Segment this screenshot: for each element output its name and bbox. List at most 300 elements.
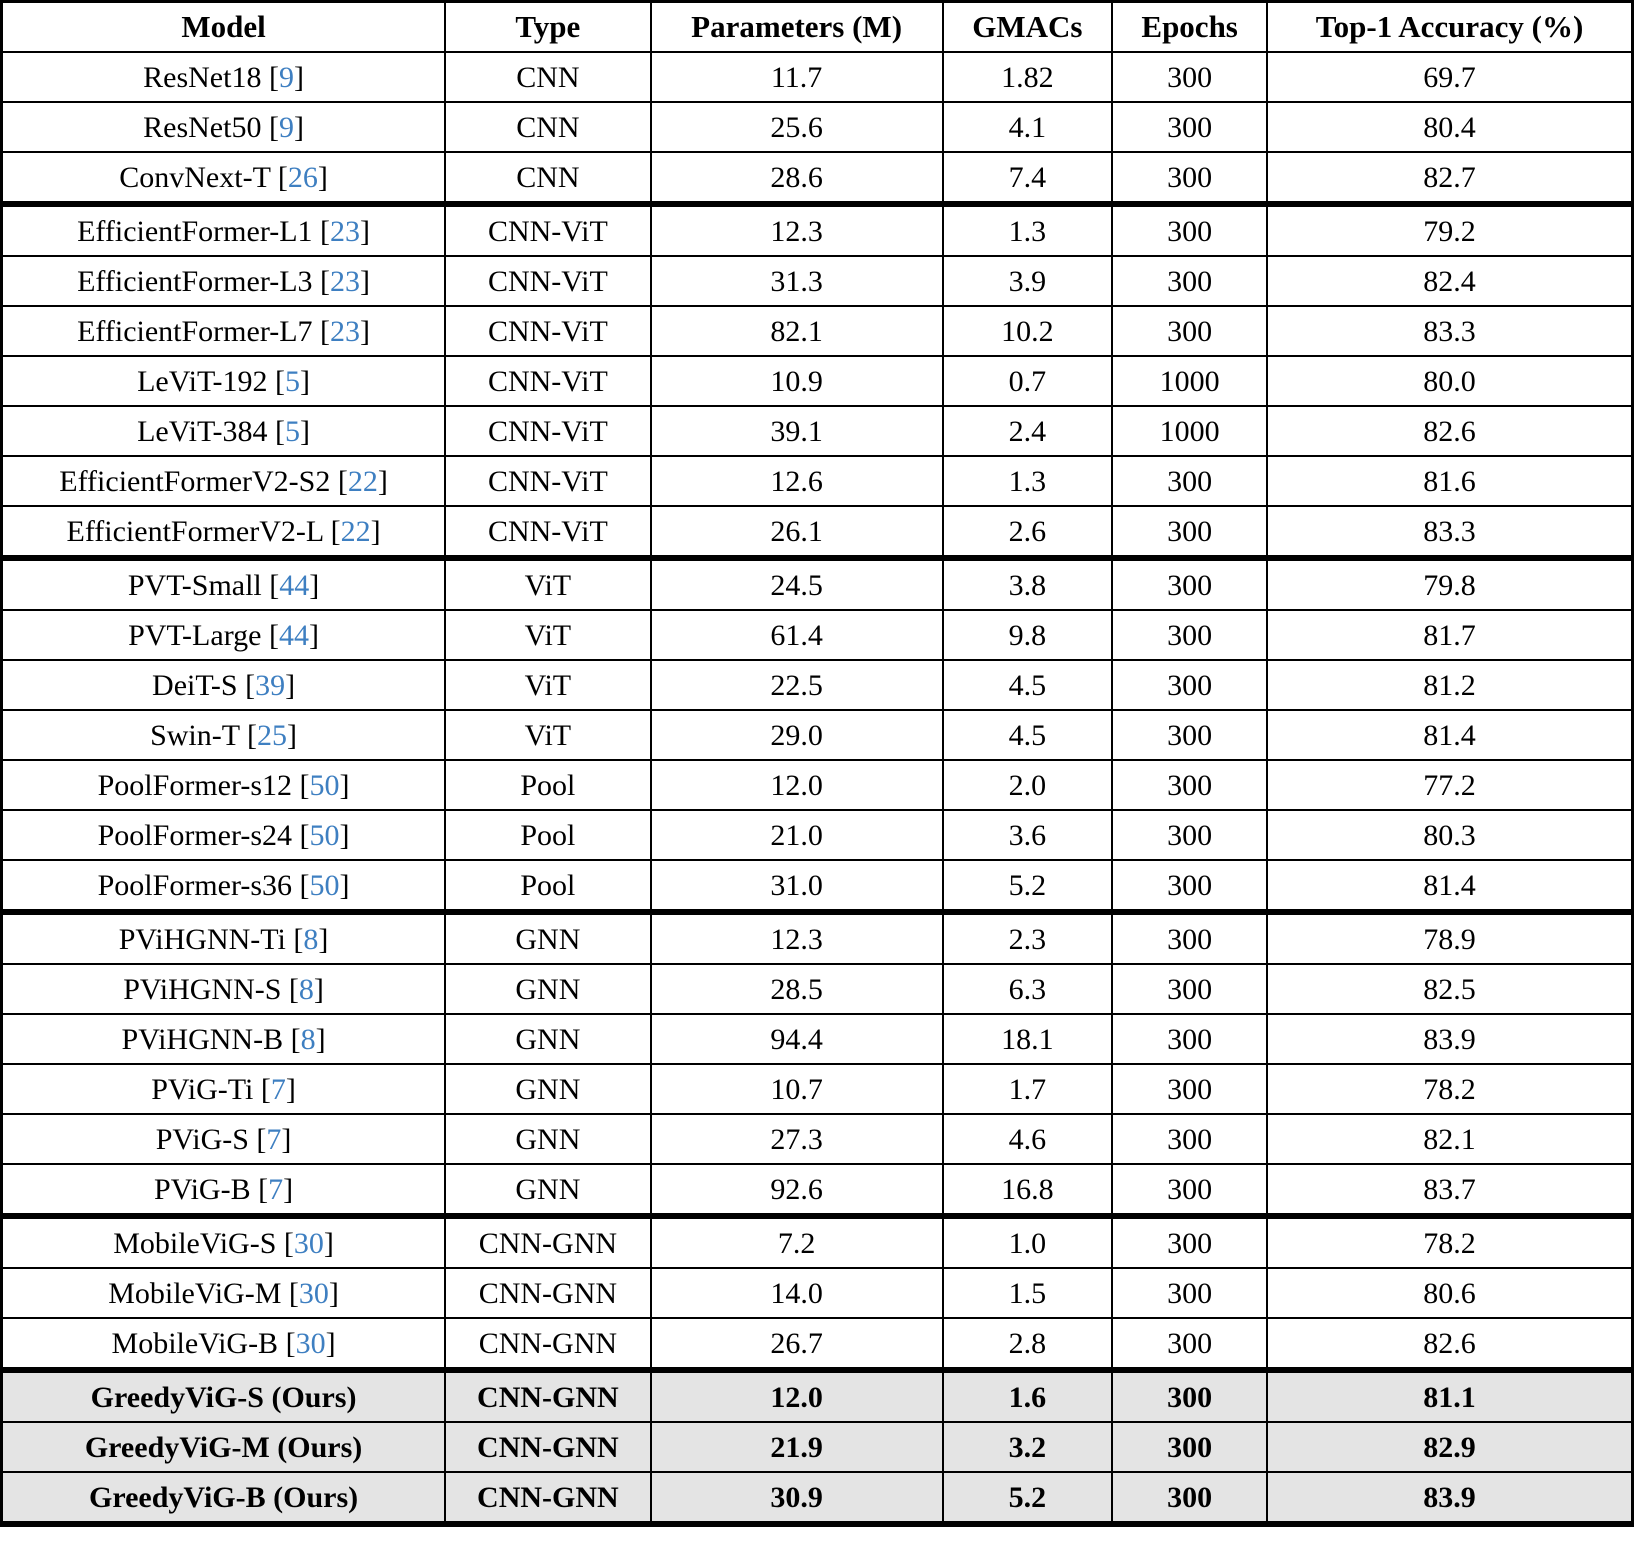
model-cell	[2, 1014, 446, 1064]
top1-accuracy-cell: 82.7	[1267, 152, 1632, 204]
table-row	[2, 1064, 1633, 1114]
type-cell: CNN-ViT	[445, 256, 651, 306]
citation-link[interactable]: 25	[257, 718, 288, 752]
epochs-cell: 300	[1112, 1164, 1267, 1216]
column-header: Type	[445, 2, 651, 53]
epochs-cell: 300	[1112, 1216, 1267, 1268]
top1-accuracy-cell: 81.6	[1267, 456, 1632, 506]
epochs-cell: 1000	[1112, 406, 1267, 456]
citation-link[interactable]: 44	[279, 568, 310, 602]
top1-accuracy-cell: 81.4	[1267, 860, 1632, 912]
model-name: PViG-Ti	[151, 1072, 254, 1106]
table-row	[2, 306, 1633, 356]
column-header: Parameters (M)	[651, 2, 943, 53]
gmacs-cell: 9.8	[943, 610, 1113, 660]
type-cell: ViT	[445, 558, 651, 610]
model-name: ConvNext-T	[119, 160, 271, 194]
params-cell: 21.9	[651, 1422, 943, 1472]
top1-accuracy-cell: 78.2	[1267, 1064, 1632, 1114]
params-cell: 12.3	[651, 912, 943, 964]
citation-link[interactable]: 9	[278, 110, 294, 144]
epochs-cell: 300	[1112, 1064, 1267, 1114]
table-row	[2, 1164, 1633, 1216]
citation-link[interactable]: 39	[255, 668, 286, 702]
epochs-cell: 300	[1112, 610, 1267, 660]
gmacs-cell: 5.2	[943, 1472, 1113, 1524]
table-body	[2, 52, 1633, 1524]
top1-accuracy-cell: 82.6	[1267, 1318, 1632, 1370]
gmacs-cell: 2.0	[943, 760, 1113, 810]
epochs-cell: 300	[1112, 456, 1267, 506]
model-name: PoolFormer-s24	[97, 818, 293, 852]
citation-link[interactable]: 5	[285, 364, 301, 398]
type-cell: CNN-ViT	[445, 406, 651, 456]
epochs-cell: 300	[1112, 1370, 1267, 1422]
model-name: GreedyViG-M (Ours)	[84, 1430, 363, 1464]
params-cell: 12.3	[651, 204, 943, 256]
type-cell: CNN-ViT	[445, 306, 651, 356]
epochs-cell: 300	[1112, 306, 1267, 356]
type-cell: Pool	[445, 760, 651, 810]
type-cell: CNN-ViT	[445, 356, 651, 406]
epochs-cell: 300	[1112, 1318, 1267, 1370]
model-cell	[2, 860, 446, 912]
params-cell: 11.7	[651, 52, 943, 102]
table-row	[2, 456, 1633, 506]
type-cell: CNN-ViT	[445, 456, 651, 506]
gmacs-cell: 3.2	[943, 1422, 1113, 1472]
top1-accuracy-cell: 81.2	[1267, 660, 1632, 710]
table-row	[2, 356, 1633, 406]
gmacs-cell: 7.4	[943, 152, 1113, 204]
params-cell: 26.1	[651, 506, 943, 558]
citation-link[interactable]: 30	[293, 1226, 324, 1260]
citation-link[interactable]: 22	[340, 514, 371, 548]
citation-bracket-open: [	[256, 1122, 267, 1156]
params-cell: 82.1	[651, 306, 943, 356]
type-cell: Pool	[445, 860, 651, 912]
model-name: MobileViG-B	[111, 1326, 279, 1360]
gmacs-cell: 16.8	[943, 1164, 1113, 1216]
top1-accuracy-cell: 69.7	[1267, 52, 1632, 102]
table-row	[2, 1216, 1633, 1268]
epochs-cell: 300	[1112, 1268, 1267, 1318]
citation-bracket-open: [	[299, 768, 310, 802]
citation-bracket-open: [	[269, 568, 280, 602]
model-cell	[2, 1422, 446, 1472]
type-cell: ViT	[445, 660, 651, 710]
params-cell: 94.4	[651, 1014, 943, 1064]
citation-link[interactable]: 26	[287, 160, 318, 194]
model-name: PVT-Small	[127, 568, 262, 602]
citation-link[interactable]: 50	[309, 818, 340, 852]
model-name: EfficientFormerV2-L	[66, 514, 324, 548]
epochs-cell: 300	[1112, 964, 1267, 1014]
table-row	[2, 256, 1633, 306]
model-cell	[2, 1216, 446, 1268]
citation-bracket-close: ]	[317, 160, 328, 194]
gmacs-cell: 2.4	[943, 406, 1113, 456]
epochs-cell: 300	[1112, 1422, 1267, 1472]
citation-bracket-open: [	[275, 414, 286, 448]
epochs-cell: 300	[1112, 660, 1267, 710]
citation-bracket-open: [	[320, 214, 331, 248]
table-row	[2, 860, 1633, 912]
type-cell: CNN-GNN	[445, 1216, 651, 1268]
epochs-cell: 300	[1112, 256, 1267, 306]
citation-link[interactable]: 50	[309, 768, 340, 802]
gmacs-cell: 5.2	[943, 860, 1113, 912]
gmacs-cell: 1.3	[943, 456, 1113, 506]
citation-bracket-open: [	[277, 160, 288, 194]
gmacs-cell: 1.82	[943, 52, 1113, 102]
table-row	[2, 52, 1633, 102]
gmacs-cell: 2.6	[943, 506, 1113, 558]
top1-accuracy-cell: 77.2	[1267, 760, 1632, 810]
model-name: EfficientFormer-L7	[77, 314, 313, 348]
citation-bracket-close: ]	[281, 1122, 292, 1156]
citation-bracket-close: ]	[339, 768, 350, 802]
table-row	[2, 1114, 1633, 1164]
top1-accuracy-cell: 78.9	[1267, 912, 1632, 964]
params-cell: 39.1	[651, 406, 943, 456]
params-cell: 25.6	[651, 102, 943, 152]
params-cell: 24.5	[651, 558, 943, 610]
gmacs-cell: 1.3	[943, 204, 1113, 256]
citation-bracket-open: [	[320, 264, 331, 298]
citation-link[interactable]: 23	[330, 214, 361, 248]
gmacs-cell: 1.5	[943, 1268, 1113, 1318]
top1-accuracy-cell: 80.6	[1267, 1268, 1632, 1318]
model-name: MobileViG-S	[113, 1226, 277, 1260]
model-name: Swin-T	[150, 718, 240, 752]
top1-accuracy-cell: 83.9	[1267, 1014, 1632, 1064]
citation-bracket-open: [	[268, 60, 279, 94]
model-cell	[2, 406, 446, 456]
type-cell: CNN-GNN	[445, 1422, 651, 1472]
type-cell: CNN-GNN	[445, 1268, 651, 1318]
type-cell: ViT	[445, 610, 651, 660]
top1-accuracy-cell: 81.7	[1267, 610, 1632, 660]
citation-link[interactable]: 7	[268, 1172, 284, 1206]
citation-link[interactable]: 50	[309, 868, 340, 902]
citation-bracket-open: [	[299, 868, 310, 902]
gmacs-cell: 4.5	[943, 660, 1113, 710]
epochs-cell: 300	[1112, 558, 1267, 610]
params-cell: 10.7	[651, 1064, 943, 1114]
type-cell: GNN	[445, 1064, 651, 1114]
model-cell	[2, 102, 446, 152]
citation-bracket-close: ]	[285, 668, 296, 702]
gmacs-cell: 1.0	[943, 1216, 1113, 1268]
model-name: LeViT-384	[137, 414, 268, 448]
params-cell: 14.0	[651, 1268, 943, 1318]
type-cell: CNN	[445, 52, 651, 102]
citation-bracket-close: ]	[283, 1172, 294, 1206]
model-name: PViHGNN-S	[123, 972, 282, 1006]
type-cell: CNN-ViT	[445, 204, 651, 256]
table-row	[2, 610, 1633, 660]
citation-bracket-close: ]	[293, 60, 304, 94]
citation-bracket-open: [	[275, 364, 286, 398]
top1-accuracy-cell: 80.4	[1267, 102, 1632, 152]
epochs-cell: 300	[1112, 860, 1267, 912]
params-cell: 10.9	[651, 356, 943, 406]
params-cell: 31.0	[651, 860, 943, 912]
citation-bracket-open: [	[245, 668, 256, 702]
citation-bracket-close: ]	[360, 314, 371, 348]
gmacs-cell: 1.7	[943, 1064, 1113, 1114]
top1-accuracy-cell: 82.1	[1267, 1114, 1632, 1164]
params-cell: 7.2	[651, 1216, 943, 1268]
top1-accuracy-cell: 80.0	[1267, 356, 1632, 406]
epochs-cell: 300	[1112, 1014, 1267, 1064]
model-name: PoolFormer-s12	[97, 768, 293, 802]
citation-bracket-close: ]	[300, 364, 311, 398]
citation-bracket-close: ]	[377, 464, 388, 498]
citation-bracket-open: [	[258, 1172, 269, 1206]
type-cell: ViT	[445, 710, 651, 760]
table-row	[2, 506, 1633, 558]
model-cell	[2, 810, 446, 860]
params-cell: 28.6	[651, 152, 943, 204]
model-cell	[2, 306, 446, 356]
epochs-cell: 300	[1112, 760, 1267, 810]
model-cell	[2, 1268, 446, 1318]
model-cell	[2, 1370, 446, 1422]
table-row	[2, 102, 1633, 152]
citation-link[interactable]: 5	[285, 414, 301, 448]
epochs-cell: 300	[1112, 710, 1267, 760]
citation-bracket-close: ]	[328, 1276, 339, 1310]
gmacs-cell: 0.7	[943, 356, 1113, 406]
params-cell: 28.5	[651, 964, 943, 1014]
params-cell: 12.0	[651, 760, 943, 810]
gmacs-cell: 10.2	[943, 306, 1113, 356]
gmacs-cell: 2.3	[943, 912, 1113, 964]
top1-accuracy-cell: 79.8	[1267, 558, 1632, 610]
citation-bracket-open: [	[337, 464, 348, 498]
citation-link[interactable]: 7	[266, 1122, 282, 1156]
top1-accuracy-cell: 79.2	[1267, 204, 1632, 256]
model-cell	[2, 256, 446, 306]
model-cell	[2, 710, 446, 760]
type-cell: CNN	[445, 152, 651, 204]
table-row	[2, 1268, 1633, 1318]
gmacs-cell: 4.1	[943, 102, 1113, 152]
citation-bracket-close: ]	[318, 922, 329, 956]
params-cell: 26.7	[651, 1318, 943, 1370]
params-cell: 61.4	[651, 610, 943, 660]
table-row	[2, 204, 1633, 256]
gmacs-cell: 1.6	[943, 1370, 1113, 1422]
epochs-cell: 300	[1112, 52, 1267, 102]
type-cell: GNN	[445, 912, 651, 964]
type-cell: GNN	[445, 964, 651, 1014]
model-cell	[2, 1164, 446, 1216]
citation-bracket-close: ]	[308, 618, 319, 652]
params-cell: 92.6	[651, 1164, 943, 1216]
table-row	[2, 1472, 1633, 1524]
gmacs-cell: 2.8	[943, 1318, 1113, 1370]
epochs-cell: 300	[1112, 204, 1267, 256]
top1-accuracy-cell: 83.3	[1267, 306, 1632, 356]
params-cell: 30.9	[651, 1472, 943, 1524]
citation-bracket-close: ]	[293, 110, 304, 144]
citation-bracket-open: [	[247, 718, 258, 752]
model-cell	[2, 1114, 446, 1164]
citation-bracket-open: [	[320, 314, 331, 348]
table-row	[2, 1370, 1633, 1422]
gmacs-cell: 4.5	[943, 710, 1113, 760]
header-row	[2, 2, 1633, 53]
citation-bracket-open: [	[268, 110, 279, 144]
model-cell	[2, 204, 446, 256]
citation-link[interactable]: 30	[295, 1326, 326, 1360]
model-cell	[2, 610, 446, 660]
model-name: DeiT-S	[152, 668, 238, 702]
type-cell: CNN-ViT	[445, 506, 651, 558]
citation-bracket-close: ]	[313, 972, 324, 1006]
table-row	[2, 912, 1633, 964]
model-cell	[2, 152, 446, 204]
table-row	[2, 1422, 1633, 1472]
model-name: LeViT-192	[137, 364, 268, 398]
epochs-cell: 300	[1112, 506, 1267, 558]
model-cell	[2, 1064, 446, 1114]
model-name: PViHGNN-B	[121, 1022, 284, 1056]
top1-accuracy-cell: 82.9	[1267, 1422, 1632, 1472]
model-name: ResNet50	[143, 110, 262, 144]
top1-accuracy-cell: 82.4	[1267, 256, 1632, 306]
citation-link[interactable]: 23	[330, 264, 361, 298]
citation-link[interactable]: 8	[300, 1022, 316, 1056]
citation-bracket-open: [	[285, 1326, 296, 1360]
model-cell	[2, 356, 446, 406]
column-header: Epochs	[1112, 2, 1267, 53]
table-row	[2, 710, 1633, 760]
params-cell: 31.3	[651, 256, 943, 306]
model-name: EfficientFormer-L3	[77, 264, 313, 298]
epochs-cell: 300	[1112, 152, 1267, 204]
citation-bracket-open: [	[330, 514, 341, 548]
model-name: GreedyViG-S (Ours)	[90, 1380, 357, 1414]
top1-accuracy-cell: 81.1	[1267, 1370, 1632, 1422]
epochs-cell: 300	[1112, 810, 1267, 860]
table-row	[2, 152, 1633, 204]
params-cell: 12.0	[651, 1370, 943, 1422]
citation-bracket-close: ]	[339, 868, 350, 902]
table-row	[2, 760, 1633, 810]
gmacs-cell: 3.8	[943, 558, 1113, 610]
top1-accuracy-cell: 82.5	[1267, 964, 1632, 1014]
epochs-cell: 1000	[1112, 356, 1267, 406]
model-cell	[2, 52, 446, 102]
citation-link[interactable]: 9	[278, 60, 294, 94]
citation-bracket-open: [	[293, 922, 304, 956]
model-name: ResNet18	[143, 60, 262, 94]
model-name: PViHGNN-Ti	[118, 922, 286, 956]
citation-bracket-close: ]	[300, 414, 311, 448]
model-cell	[2, 964, 446, 1014]
citation-bracket-open: [	[260, 1072, 271, 1106]
table-row	[2, 660, 1633, 710]
gmacs-cell: 3.6	[943, 810, 1113, 860]
citation-link[interactable]: 8	[303, 922, 319, 956]
model-cell	[2, 660, 446, 710]
top1-accuracy-cell: 81.4	[1267, 710, 1632, 760]
model-cell	[2, 760, 446, 810]
type-cell: CNN-GNN	[445, 1370, 651, 1422]
type-cell: GNN	[445, 1164, 651, 1216]
column-header: Top-1 Accuracy (%)	[1267, 2, 1632, 53]
citation-bracket-close: ]	[360, 214, 371, 248]
table-row	[2, 558, 1633, 610]
citation-link[interactable]: 8	[298, 972, 314, 1006]
citation-bracket-close: ]	[315, 1022, 326, 1056]
epochs-cell: 300	[1112, 1472, 1267, 1524]
model-name: EfficientFormerV2-S2	[59, 464, 331, 498]
citation-bracket-close: ]	[309, 568, 320, 602]
model-name: MobileViG-M	[108, 1276, 282, 1310]
table-row	[2, 1318, 1633, 1370]
citation-bracket-close: ]	[370, 514, 381, 548]
gmacs-cell: 6.3	[943, 964, 1113, 1014]
type-cell: GNN	[445, 1114, 651, 1164]
top1-accuracy-cell: 80.3	[1267, 810, 1632, 860]
citation-link[interactable]: 30	[298, 1276, 329, 1310]
model-cell	[2, 912, 446, 964]
model-cell	[2, 1318, 446, 1370]
model-cell	[2, 456, 446, 506]
gmacs-cell: 3.9	[943, 256, 1113, 306]
citation-bracket-open: [	[283, 1226, 294, 1260]
model-cell	[2, 1472, 446, 1524]
citation-link[interactable]: 23	[330, 314, 361, 348]
citation-bracket-open: [	[288, 972, 299, 1006]
params-cell: 21.0	[651, 810, 943, 860]
model-name: EfficientFormer-L1	[77, 214, 313, 248]
table-row	[2, 406, 1633, 456]
gmacs-cell: 4.6	[943, 1114, 1113, 1164]
citation-bracket-close: ]	[287, 718, 298, 752]
citation-link[interactable]: 44	[278, 618, 309, 652]
table-row	[2, 964, 1633, 1014]
top1-accuracy-cell: 82.6	[1267, 406, 1632, 456]
citation-bracket-open: [	[290, 1022, 301, 1056]
citation-bracket-close: ]	[339, 818, 350, 852]
model-name: PVT-Large	[128, 618, 262, 652]
citation-bracket-open: [	[299, 818, 310, 852]
citation-link[interactable]: 22	[347, 464, 378, 498]
citation-link[interactable]: 7	[270, 1072, 286, 1106]
top1-accuracy-cell: 83.9	[1267, 1472, 1632, 1524]
type-cell: GNN	[445, 1014, 651, 1064]
table-row	[2, 1014, 1633, 1064]
epochs-cell: 300	[1112, 1114, 1267, 1164]
epochs-cell: 300	[1112, 102, 1267, 152]
model-cell	[2, 506, 446, 558]
table-row	[2, 810, 1633, 860]
model-name: PoolFormer-s36	[97, 868, 293, 902]
column-header: Model	[2, 2, 446, 53]
top1-accuracy-cell: 83.3	[1267, 506, 1632, 558]
top1-accuracy-cell: 78.2	[1267, 1216, 1632, 1268]
citation-bracket-open: [	[268, 618, 279, 652]
type-cell: CNN	[445, 102, 651, 152]
citation-bracket-close: ]	[360, 264, 371, 298]
epochs-cell: 300	[1112, 912, 1267, 964]
